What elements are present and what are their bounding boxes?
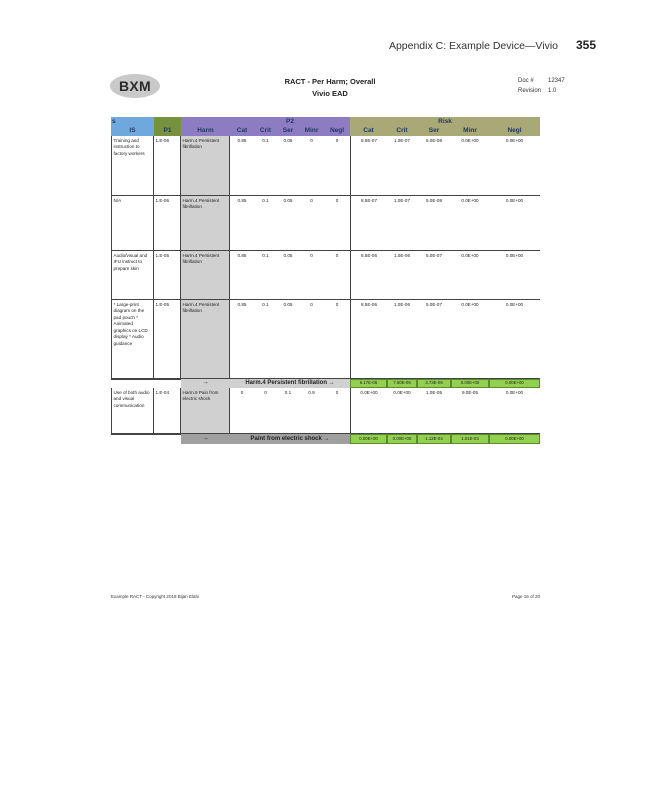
summary-2-value-3: 1.01E-03 [451, 434, 489, 444]
row-4-p2-3: 0 [299, 300, 324, 379]
column-header-cat: Cat [230, 127, 254, 136]
summary-2-value-2: 1.12E-04 [417, 434, 451, 444]
row-4-risk-3: 0.0E+00 [451, 300, 489, 379]
running-head [0, 40, 648, 56]
row-4-risk-0: 8.5E-06 [350, 300, 387, 379]
page-number: 355 [575, 38, 596, 52]
footer-page: Page 16 of 20 [511, 594, 540, 599]
column-header-crit: Crit [254, 127, 277, 136]
column-header-harm: Harm [181, 127, 230, 136]
row-3-p2-1: 0.1 [254, 251, 277, 300]
row-5-p1: 1.E-04 [154, 388, 181, 434]
row-1-p2-4: 0 [324, 136, 350, 196]
row-4-harm: Harm.4 Persistent fibrillation [181, 300, 230, 379]
running-title: Appendix C: Example Device—Vivio [388, 40, 558, 52]
row-5-risk-2: 1.0E-05 [417, 388, 451, 434]
row-1-p2-2: 0.05 [277, 136, 299, 196]
summary-2-value-4: 0.00E+00 [489, 434, 540, 444]
column-header-ser: Ser [417, 127, 451, 136]
row-2-risk-1: 1.0E-07 [387, 196, 417, 251]
row-5-risk-0: 0.0E+00 [350, 388, 387, 434]
row-3-risk-1: 1.0E-06 [387, 251, 417, 300]
row-5-is: Use of both audio and visual communication [111, 388, 154, 434]
row-2-risk-4: 0.0E+00 [489, 196, 540, 251]
footer-copyright: Example RACT - Copyright 2018 Bijan Elahi [111, 594, 199, 599]
row-4-p2-4: 0 [324, 300, 350, 379]
row-5-risk-4: 0.0E+00 [489, 388, 540, 434]
column-header-minr: Minr [451, 127, 489, 136]
summary-1-value-0: 6.17E-05 [350, 379, 387, 388]
row-2-risk-0: 8.5E-07 [350, 196, 387, 251]
summary-1-arrow: → [181, 379, 230, 388]
summary-1-blank [111, 379, 181, 388]
document-title [230, 76, 430, 100]
summary-2-label: Paint from electric shock → [230, 434, 350, 444]
row-4-risk-4: 0.0E+00 [489, 300, 540, 379]
row-2-p2-2: 0.05 [277, 196, 299, 251]
row-4-is: * Large-print diagram on the pad pouch * Animated graphics on LCD display * Audio guidance [111, 300, 154, 379]
row-1-p2-0: 0.85 [230, 136, 254, 196]
doc-number-value: 12347 [548, 78, 565, 84]
row-2-p2-0: 0.85 [230, 196, 254, 251]
doc-number-label: Doc # [518, 78, 534, 84]
row-3-is: Audio/visual and IFU instruct to prepare skin [111, 251, 154, 300]
row-3-p1: 1.E-05 [154, 251, 181, 300]
group-header-p1-fill [154, 117, 181, 127]
column-header-negl: Negl [324, 127, 350, 136]
ract-table [111, 117, 540, 445]
column-header-ser: Ser [277, 127, 299, 136]
row-4-p2-0: 0.85 [230, 300, 254, 379]
row-1-risk-0: 8.5E-07 [350, 136, 387, 196]
row-3-risk-0: 8.5E-06 [350, 251, 387, 300]
column-header-is: IS [111, 127, 154, 136]
row-1-p2-1: 0.1 [254, 136, 277, 196]
summary-1-label: Harm.4 Persistent fibrillation → [230, 379, 350, 388]
summary-2-arrow: → [181, 434, 230, 444]
group-header-risk: Risk [350, 117, 540, 127]
row-3-harm: Harm.4 Persistent fibrillation [181, 251, 230, 300]
row-1-p2-3: 0 [299, 136, 324, 196]
row-5-risk-1: 0.0E+00 [387, 388, 417, 434]
group-header-left: s [111, 117, 230, 127]
row-2-risk-2: 5.0E-08 [417, 196, 451, 251]
summary-2-blank [111, 434, 181, 444]
row-1-is: Training and instruction to factory workers [111, 136, 154, 196]
row-1-risk-2: 5.0E-08 [417, 136, 451, 196]
row-5-p2-4: 0 [324, 388, 350, 434]
row-2-p2-4: 0 [324, 196, 350, 251]
row-3-p2-4: 0 [324, 251, 350, 300]
document-title-line2: Vivio EAD [312, 89, 348, 98]
row-1-p1: 1.E-06 [154, 136, 181, 196]
row-5-p2-2: 0.1 [277, 388, 299, 434]
row-1-risk-4: 0.0E+00 [489, 136, 540, 196]
row-3-risk-2: 5.0E-07 [417, 251, 451, 300]
row-4-risk-1: 1.0E-06 [387, 300, 417, 379]
row-2-p1: 1.E-06 [154, 196, 181, 251]
row-4-p1: 1.E-05 [154, 300, 181, 379]
row-3-risk-3: 0.0E+00 [451, 251, 489, 300]
row-3-p2-3: 0 [299, 251, 324, 300]
row-2-risk-3: 0.0E+00 [451, 196, 489, 251]
row-1-harm: Harm.4 Persistent fibrillation [181, 136, 230, 196]
row-4-p2-1: 0.1 [254, 300, 277, 379]
row-3-p2-2: 0.05 [277, 251, 299, 300]
summary-1-value-1: 7.50E-06 [387, 379, 417, 388]
group-header-p2: P2 [230, 117, 350, 127]
document-title-line1: RACT - Per Harm; Overall [284, 77, 376, 86]
row-2-p2-1: 0.1 [254, 196, 277, 251]
group-header-harm-fill [181, 117, 230, 127]
column-header-minr: Minr [299, 127, 324, 136]
row-3-p2-0: 0.85 [230, 251, 254, 300]
row-5-p2-1: 0 [254, 388, 277, 434]
row-2-harm: Harm.4 Persistent fibrillation [181, 196, 230, 251]
column-header-crit: Crit [387, 127, 417, 136]
row-1-risk-1: 1.0E-07 [387, 136, 417, 196]
revision-label: Revision [518, 88, 542, 94]
row-4-risk-2: 5.0E-07 [417, 300, 451, 379]
column-header-negl: Negl [489, 127, 540, 136]
summary-1-value-4: 0.00E+00 [489, 379, 540, 388]
row-2-p2-3: 0 [299, 196, 324, 251]
row-1-risk-3: 0.0E+00 [451, 136, 489, 196]
company-logo: BXM [110, 74, 160, 98]
summary-1-value-3: 0.00E+00 [451, 379, 489, 388]
row-5-p2-3: 0.9 [299, 388, 324, 434]
row-4-p2-2: 0.05 [277, 300, 299, 379]
document-meta [518, 76, 565, 96]
row-2-is: N/A [111, 196, 154, 251]
row-5-risk-3: 9.0E-05 [451, 388, 489, 434]
row-3-risk-4: 0.0E+00 [489, 251, 540, 300]
summary-1-value-2: 3.73E-06 [417, 379, 451, 388]
row-5-p2-0: 0 [230, 388, 254, 434]
revision-value: 1.0 [548, 88, 557, 94]
row-5-harm: Harm.9 Pain from electric shock [181, 388, 230, 434]
summary-2-value-1: 0.00E+00 [387, 434, 417, 444]
column-header-cat: Cat [350, 127, 387, 136]
summary-2-value-0: 0.00E+00 [350, 434, 387, 444]
column-header-p1: P1 [154, 127, 181, 136]
